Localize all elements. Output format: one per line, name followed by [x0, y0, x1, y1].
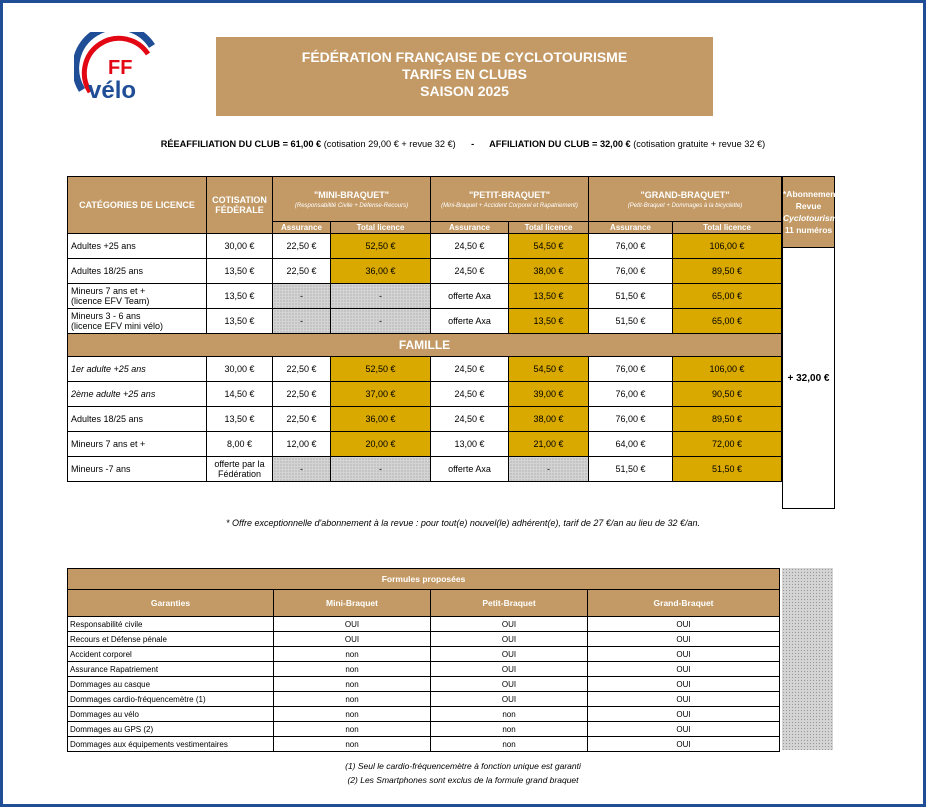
- mini-total-cell-text: -: [379, 316, 382, 326]
- cotisation-cell-text: 30,00 €: [224, 241, 255, 251]
- garantie-cell: Assurance Rapatriement: [68, 662, 274, 677]
- formule-row: [68, 677, 780, 692]
- mini-assurance-cell-text: -: [300, 464, 303, 474]
- petit-total-cell-text: -: [547, 464, 550, 474]
- petit-assurance-cell-text: 24,50 €: [454, 414, 485, 424]
- formule-value-cell: non: [274, 647, 431, 662]
- cotisation-cell-text: 13,50 €: [224, 316, 255, 326]
- category-cell: [68, 234, 207, 259]
- mini-assurance-cell-text: 22,50 €: [286, 241, 317, 251]
- mini-assurance-cell-text: 22,50 €: [286, 364, 317, 374]
- mini-assurance-cell: [273, 309, 331, 334]
- grand-assurance-cell: [589, 309, 673, 334]
- petit-assurance-cell: [431, 357, 509, 382]
- grand-total-cell-text: 65,00 €: [712, 291, 743, 301]
- formule-value-cell: OUI: [431, 692, 588, 707]
- cotisation-cell-text-2: Fédération: [217, 469, 262, 479]
- table-row: [68, 432, 782, 457]
- table-row: [68, 457, 782, 482]
- footnote-2: (2) Les Smartphones sont exclus de la formule grand braquet: [347, 775, 579, 785]
- petit-assurance-cell-text: offerte Axa: [448, 316, 491, 326]
- logo-velo-text: vélo: [88, 77, 137, 104]
- cotisation-cell: [207, 457, 273, 482]
- header-mini-braquet: [273, 177, 431, 222]
- petit-total-cell-text: 13,50 €: [533, 291, 564, 301]
- category-cell-text: Mineurs 7 ans et +: [71, 439, 146, 449]
- mini-title: "MINI-BRAQUET": [313, 189, 390, 200]
- abonnement-line-1: *Abonnement: [783, 189, 839, 199]
- category-cell-text: 2ème adulte +25 ans: [71, 389, 156, 399]
- grand-total-cell-text: 72,00 €: [712, 439, 743, 449]
- formule-row: [68, 647, 780, 662]
- grand-title: "GRAND-BRAQUET": [640, 189, 730, 200]
- grand-total-cell: [673, 457, 782, 482]
- cotisation-cell-text: 8,00 €: [226, 439, 253, 449]
- petit-assurance-cell-text: 24,50 €: [454, 241, 485, 251]
- petit-total-cell-text: 54,50 €: [533, 364, 564, 374]
- mini-assurance-cell: [273, 357, 331, 382]
- petit-total-cell-text: 13,50 €: [533, 316, 564, 326]
- reaffiliation-detail: (cotisation 29,00 € + revue 32 €): [323, 139, 456, 149]
- category-cell: [68, 284, 207, 309]
- category-cell: [68, 407, 207, 432]
- grand-total-cell: [673, 284, 782, 309]
- header-grand-braquet: [589, 177, 782, 222]
- mini-assurance-cell: [273, 259, 331, 284]
- grand-total-cell: [673, 357, 782, 382]
- grand-total-cell-text: 106,00 €: [709, 241, 745, 251]
- grand-total-cell-text: 90,50 €: [712, 389, 743, 399]
- header-mini: Mini-Braquet: [274, 590, 431, 617]
- category-cell: [68, 457, 207, 482]
- mini-assurance-cell: [273, 284, 331, 309]
- grand-total-cell-text: 106,00 €: [709, 364, 745, 374]
- formule-row: [68, 632, 780, 647]
- category-cell: [68, 382, 207, 407]
- table-row: [68, 357, 782, 382]
- formule-value-cell: non: [431, 707, 588, 722]
- formule-value-cell: non: [274, 707, 431, 722]
- table-row: [68, 259, 782, 284]
- affiliation-line: [0, 139, 926, 149]
- mini-total-cell: [331, 382, 431, 407]
- petit-total-cell-text: 38,00 €: [533, 266, 564, 276]
- header-categories: CATÉGORIES DE LICENCE: [68, 177, 207, 234]
- garantie-cell: Recours et Défense pénale: [68, 632, 274, 647]
- grand-total-cell: [673, 234, 782, 259]
- note-offer: * Offre exceptionnelle d'abonnement à la revue : pour tout(e) nouvel(le) adhérent(e), tarif de 27 €/an au lieu de 32 €/an.: [225, 518, 701, 528]
- category-cell-text: Mineurs 7 ans et +: [71, 286, 146, 296]
- mini-total-cell: [331, 234, 431, 259]
- category-cell-text-2: (licence EFV mini vélo): [71, 321, 164, 331]
- category-cell: [68, 432, 207, 457]
- petit-total-cell: [509, 234, 589, 259]
- mini-assurance-cell-text: -: [300, 291, 303, 301]
- grand-total-cell: [673, 382, 782, 407]
- grand-assurance-cell-text: 51,50 €: [615, 464, 646, 474]
- petit-title: "PETIT-BRAQUET": [468, 189, 551, 200]
- formule-value-cell: non: [274, 662, 431, 677]
- category-cell-text: Mineurs 3 - 6 ans: [71, 311, 141, 321]
- grand-assurance-cell-text: 76,00 €: [615, 414, 646, 424]
- grand-assurance-cell: [589, 382, 673, 407]
- petit-total-cell: [509, 259, 589, 284]
- grand-assurance-cell-text: 76,00 €: [615, 389, 646, 399]
- abonnement-column: [782, 176, 843, 509]
- mini-total-cell: [331, 259, 431, 284]
- mini-total-cell: [331, 357, 431, 382]
- category-cell-text: 1er adulte +25 ans: [71, 364, 146, 374]
- petit-total-cell: [509, 284, 589, 309]
- reaffiliation-price: RÉEAFFILIATION DU CLUB = 61,00 €: [160, 139, 322, 149]
- grand-assurance-cell-text: 51,50 €: [615, 316, 646, 326]
- cotisation-cell-text: 13,50 €: [224, 291, 255, 301]
- mini-assurance-cell-text: 12,00 €: [286, 439, 317, 449]
- grand-assurance-cell: [589, 284, 673, 309]
- abonnement-price: + 32,00 €: [783, 248, 835, 509]
- table-row: [68, 382, 782, 407]
- petit-total-cell: [509, 357, 589, 382]
- grey-pattern-box: [782, 568, 833, 750]
- formule-value-cell: OUI: [588, 677, 780, 692]
- petit-total-cell: [509, 407, 589, 432]
- formule-value-cell: non: [274, 737, 431, 752]
- grand-total-cell: [673, 407, 782, 432]
- table-row: [68, 234, 782, 259]
- formule-value-cell: OUI: [588, 647, 780, 662]
- mini-assurance-cell-text: 22,50 €: [286, 414, 317, 424]
- mini-total-cell-text: -: [379, 291, 382, 301]
- cotisation-cell-text: offerte par la: [214, 459, 265, 469]
- grand-total-cell: [673, 259, 782, 284]
- title-line-1: FÉDÉRATION FRANÇAISE DE CYCLOTOURISME: [301, 49, 628, 65]
- cotisation-cell-text: 30,00 €: [224, 364, 255, 374]
- logo-ff-text: FF: [108, 57, 133, 79]
- petit-assurance-cell-text: 24,50 €: [454, 266, 485, 276]
- sub-total-petit: Total licence: [509, 222, 589, 234]
- mini-assurance-cell: [273, 234, 331, 259]
- petit-total-cell-text: 38,00 €: [533, 414, 564, 424]
- grand-total-cell-text: 89,50 €: [712, 414, 743, 424]
- formule-value-cell: OUI: [588, 662, 780, 677]
- famille-header: FAMILLE: [68, 334, 782, 357]
- abonnement-line-3: Cyclotourisme: [783, 213, 843, 223]
- formule-value-cell: OUI: [431, 677, 588, 692]
- grand-assurance-cell: [589, 234, 673, 259]
- category-cell-text: Adultes 18/25 ans: [71, 266, 144, 276]
- petit-assurance-cell: [431, 432, 509, 457]
- grand-assurance-cell-text: 76,00 €: [615, 266, 646, 276]
- petit-assurance-cell-text: 24,50 €: [454, 364, 485, 374]
- formule-value-cell: non: [274, 722, 431, 737]
- sub-assurance-petit: Assurance: [431, 222, 509, 234]
- petit-assurance-cell-text: 13,00 €: [454, 439, 485, 449]
- category-cell-text: Mineurs -7 ans: [71, 464, 131, 474]
- mini-total-cell-text: 52,50 €: [365, 364, 396, 374]
- cotisation-cell: [207, 309, 273, 334]
- grand-assurance-cell: [589, 259, 673, 284]
- petit-assurance-cell-text: 24,50 €: [454, 389, 485, 399]
- formule-value-cell: OUI: [588, 692, 780, 707]
- grand-total-cell: [673, 309, 782, 334]
- tarifs-table: [67, 176, 782, 482]
- cotisation-cell-text: 13,50 €: [224, 414, 255, 424]
- affiliation-price: AFFILIATION DU CLUB = 32,00 €: [489, 139, 631, 149]
- mini-total-cell-text: 52,50 €: [365, 241, 396, 251]
- formule-value-cell: OUI: [274, 632, 431, 647]
- petit-total-cell: [509, 432, 589, 457]
- garantie-cell: Dommages au GPS (2): [68, 722, 274, 737]
- mini-assurance-cell: [273, 457, 331, 482]
- abonnement-line-2: Revue: [795, 201, 822, 211]
- mini-assurance-cell-text: 22,50 €: [286, 266, 317, 276]
- petit-assurance-cell-text: offerte Axa: [448, 464, 491, 474]
- mini-total-cell-text: 37,00 €: [365, 389, 396, 399]
- garantie-cell: Responsabilité civile: [68, 617, 274, 632]
- formule-value-cell: OUI: [431, 647, 588, 662]
- mini-total-cell-text: 36,00 €: [365, 266, 396, 276]
- cotisation-cell: [207, 357, 273, 382]
- title-line-3: SAISON 2025: [420, 83, 509, 99]
- petit-total-cell-text: 54,50 €: [533, 241, 564, 251]
- grand-assurance-cell-text: 64,00 €: [615, 439, 646, 449]
- header-grand: Grand-Braquet: [588, 590, 780, 617]
- mini-total-cell-text: 20,00 €: [365, 439, 396, 449]
- formule-row: [68, 617, 780, 632]
- category-cell: [68, 357, 207, 382]
- table-row: [68, 284, 782, 309]
- sub-total-mini: Total licence: [331, 222, 431, 234]
- header-petit: Petit-Braquet: [431, 590, 588, 617]
- category-cell-text: Adultes 18/25 ans: [71, 414, 144, 424]
- petit-desc: (Mini-Braquet + Accident Corporel et Rapatriement): [441, 202, 578, 209]
- mini-assurance-cell-text: -: [300, 316, 303, 326]
- garantie-cell: Accident corporel: [68, 647, 274, 662]
- category-cell: [68, 309, 207, 334]
- sub-assurance-grand: Assurance: [589, 222, 673, 234]
- cotisation-cell: [207, 234, 273, 259]
- grand-assurance-cell: [589, 357, 673, 382]
- mini-total-cell: [331, 432, 431, 457]
- sub-total-grand: Total licence: [673, 222, 782, 234]
- cotisation-cell: [207, 432, 273, 457]
- garantie-cell: Dommages cardio-fréquencemètre (1): [68, 692, 274, 707]
- affiliation-separator: -: [471, 139, 475, 149]
- mini-total-cell-text: 36,00 €: [365, 414, 396, 424]
- formule-value-cell: non: [431, 737, 588, 752]
- grand-desc: (Petit-Braquet + Dommages à la bicyclette): [627, 202, 743, 209]
- ffvelo-logo: [74, 32, 170, 114]
- petit-assurance-cell: [431, 284, 509, 309]
- formule-value-cell: OUI: [274, 617, 431, 632]
- formule-value-cell: OUI: [588, 722, 780, 737]
- garantie-cell: Dommages au casque: [68, 677, 274, 692]
- petit-total-cell: [509, 457, 589, 482]
- mini-assurance-cell-text: 22,50 €: [286, 389, 317, 399]
- header-cotisation: COTISATION FÉDÉRALE: [207, 177, 273, 234]
- grand-assurance-cell-text: 76,00 €: [615, 364, 646, 374]
- grand-total-cell-text: 89,50 €: [712, 266, 743, 276]
- grand-total-cell-text: 51,50 €: [712, 464, 743, 474]
- petit-assurance-cell: [431, 382, 509, 407]
- mini-total-cell: [331, 309, 431, 334]
- formule-value-cell: OUI: [588, 737, 780, 752]
- formule-row: [68, 692, 780, 707]
- petit-assurance-cell: [431, 309, 509, 334]
- grand-total-cell: [673, 432, 782, 457]
- grand-assurance-cell: [589, 407, 673, 432]
- mini-total-cell: [331, 284, 431, 309]
- table-row: [68, 309, 782, 334]
- petit-assurance-cell: [431, 457, 509, 482]
- cotisation-cell: [207, 407, 273, 432]
- mini-assurance-cell: [273, 432, 331, 457]
- mini-assurance-cell: [273, 382, 331, 407]
- page-title: [216, 37, 713, 116]
- formule-value-cell: OUI: [588, 707, 780, 722]
- title-line-2: TARIFS EN CLUBS: [402, 66, 527, 82]
- mini-total-cell: [331, 407, 431, 432]
- header-petit-braquet: [431, 177, 589, 222]
- grand-assurance-cell: [589, 457, 673, 482]
- petit-total-cell: [509, 382, 589, 407]
- formule-row: [68, 662, 780, 677]
- petit-assurance-cell: [431, 407, 509, 432]
- petit-assurance-cell-text: offerte Axa: [448, 291, 491, 301]
- category-cell: [68, 259, 207, 284]
- formules-title: Formules proposées: [68, 569, 780, 590]
- header-garanties: Garanties: [68, 590, 274, 617]
- grand-assurance-cell: [589, 432, 673, 457]
- category-cell-text-2: (licence EFV Team): [71, 296, 150, 306]
- mini-assurance-cell: [273, 407, 331, 432]
- garantie-cell: Dommages au vélo: [68, 707, 274, 722]
- mini-total-cell: [331, 457, 431, 482]
- cotisation-cell: [207, 259, 273, 284]
- cotisation-cell-text: 13,50 €: [224, 266, 255, 276]
- grand-assurance-cell-text: 76,00 €: [615, 241, 646, 251]
- formules-table: [67, 568, 780, 752]
- formule-row: [68, 722, 780, 737]
- formule-value-cell: OUI: [431, 632, 588, 647]
- cotisation-cell: [207, 382, 273, 407]
- abonnement-line-4: 11 numéros: [784, 225, 833, 235]
- formule-value-cell: OUI: [588, 617, 780, 632]
- formule-row: [68, 737, 780, 752]
- mini-desc: (Responsabilité Civile + Défense-Recours): [294, 202, 409, 209]
- formule-value-cell: non: [431, 722, 588, 737]
- footnote-1: (1) Seul le cardio-fréquencemètre à fonction unique est garanti: [345, 761, 581, 771]
- cotisation-cell: [207, 284, 273, 309]
- petit-total-cell-text: 21,00 €: [533, 439, 564, 449]
- formule-value-cell: OUI: [588, 632, 780, 647]
- petit-total-cell: [509, 309, 589, 334]
- formule-value-cell: OUI: [431, 662, 588, 677]
- formule-value-cell: OUI: [431, 617, 588, 632]
- cotisation-cell-text: 14,50 €: [224, 389, 255, 399]
- formule-row: [68, 707, 780, 722]
- category-cell-text: Adultes +25 ans: [71, 241, 136, 251]
- formule-value-cell: non: [274, 677, 431, 692]
- petit-total-cell-text: 39,00 €: [533, 389, 564, 399]
- mini-total-cell-text: -: [379, 464, 382, 474]
- grand-assurance-cell-text: 51,50 €: [615, 291, 646, 301]
- grand-total-cell-text: 65,00 €: [712, 316, 743, 326]
- petit-assurance-cell: [431, 234, 509, 259]
- sub-assurance-mini: Assurance: [273, 222, 331, 234]
- affiliation-detail: (cotisation gratuite + revue 32 €): [633, 139, 766, 149]
- petit-assurance-cell: [431, 259, 509, 284]
- table-row: [68, 407, 782, 432]
- formule-value-cell: non: [274, 692, 431, 707]
- garantie-cell: Dommages aux équipements vestimentaires: [68, 737, 274, 752]
